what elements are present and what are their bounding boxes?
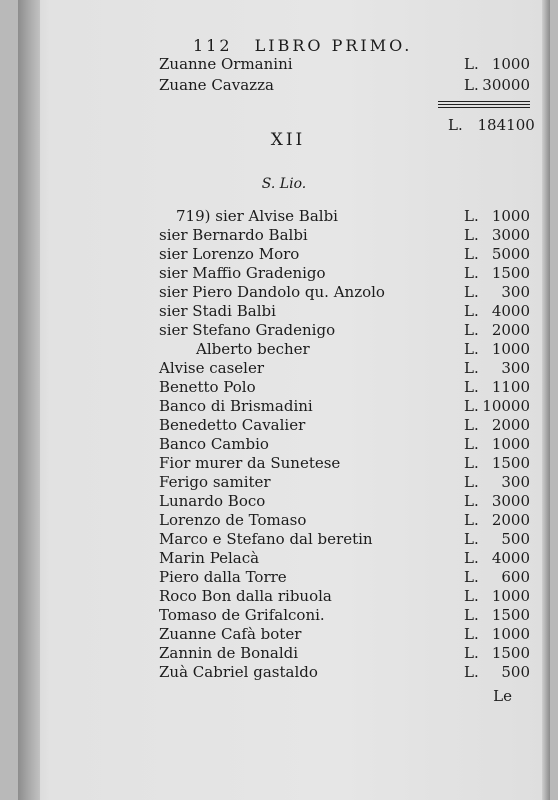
ledger-row <box>18 644 550 663</box>
entry-amount: 600 <box>501 568 530 586</box>
ledger-row <box>18 606 550 625</box>
section-subtitle: S. Lio. <box>261 176 307 192</box>
entry-amount: 1000 <box>491 207 530 225</box>
ledger-row <box>18 473 550 492</box>
ledger-row <box>18 245 550 264</box>
ledger-row <box>18 226 550 245</box>
ledger-row <box>18 321 550 340</box>
entry-amount: 1000 <box>491 625 530 643</box>
ledger-row <box>18 264 550 283</box>
currency-mark: L. <box>464 283 479 301</box>
currency-mark: L. <box>464 473 479 491</box>
entry-amount: 10000 <box>482 397 530 415</box>
entry-name: Zuane Cavazza <box>159 76 274 94</box>
ledger-row <box>18 663 550 682</box>
entry-amount: 4000 <box>491 549 530 567</box>
currency-mark: L. <box>464 416 479 434</box>
running-title: LIBRO PRIMO. <box>254 36 413 55</box>
entry-name: Marco e Stefano dal beretin <box>159 530 373 548</box>
currency-mark: L. <box>464 435 479 453</box>
entry-name: sier Maffio Gradenigo <box>159 264 326 282</box>
ledger-row <box>18 416 550 435</box>
currency-mark: L. <box>464 511 479 529</box>
ledger-row <box>18 435 550 454</box>
entry-name: sier Stadi Balbi <box>159 302 276 320</box>
entry-amount: 300 <box>501 473 530 491</box>
currency-mark: L. <box>464 454 479 472</box>
entry-amount: 3000 <box>491 226 530 244</box>
entry-amount: 1000 <box>491 340 530 358</box>
ledger-row <box>18 568 550 587</box>
entry-amount: 300 <box>501 359 530 377</box>
currency-mark: L. <box>464 226 479 244</box>
entry-amount: 1500 <box>491 454 530 472</box>
entry-name: Fior murer da Sunetese <box>159 454 341 472</box>
currency-mark: L. <box>464 321 479 339</box>
entry-name: sier Lorenzo Moro <box>159 245 300 263</box>
ledger-row <box>18 511 550 530</box>
currency-mark: L. <box>464 302 479 320</box>
entry-amount: 1500 <box>491 644 530 662</box>
total-rule <box>438 107 530 108</box>
entry-amount: 500 <box>501 530 530 548</box>
book-page <box>18 0 550 800</box>
ledger-row <box>18 207 550 226</box>
currency-mark: L. <box>448 116 463 134</box>
entry-name: Alberto becher <box>196 340 310 358</box>
entry-amount: 30000 <box>482 76 530 94</box>
ledger-row <box>18 378 550 397</box>
ledger-row <box>18 76 550 95</box>
entry-amount: 5000 <box>491 245 530 263</box>
entry-amount: 1000 <box>491 435 530 453</box>
entry-amount: 1100 <box>491 378 530 396</box>
entry-amount: 1500 <box>491 264 530 282</box>
entry-amount: 1500 <box>491 606 530 624</box>
page-header <box>193 36 493 55</box>
entry-name: Tomaso de Grifalconi. <box>159 606 325 624</box>
ledger-row <box>18 340 550 359</box>
ledger-row <box>18 397 550 416</box>
ledger-row <box>18 530 550 549</box>
entry-name: Zuanne Ormanini <box>159 55 293 73</box>
entry-name: Alvise caseler <box>159 359 265 377</box>
entry-name: Ferigo samiter <box>159 473 271 491</box>
catchword: Le <box>493 687 512 705</box>
entry-name: Banco di Brismadini <box>159 397 313 415</box>
currency-mark: L. <box>464 606 479 624</box>
ledger-row <box>18 549 550 568</box>
entry-amount: 3000 <box>491 492 530 510</box>
currency-mark: L. <box>464 492 479 510</box>
ledger-row <box>18 55 550 74</box>
total-rule <box>438 101 530 102</box>
currency-mark: L. <box>464 587 479 605</box>
ledger-row <box>18 302 550 321</box>
entry-name: Benetto Polo <box>159 378 256 396</box>
entry-amount: 2000 <box>491 416 530 434</box>
currency-mark: L. <box>464 264 479 282</box>
currency-mark: L. <box>464 340 479 358</box>
entry-amount: 500 <box>501 663 530 681</box>
currency-mark: L. <box>464 378 479 396</box>
entry-name: sier Piero Dandolo qu. Anzolo <box>159 283 385 301</box>
entry-name: Zannin de Bonaldi <box>159 644 299 662</box>
currency-mark: L. <box>464 207 479 225</box>
ledger-row <box>18 625 550 644</box>
entry-name: Lunardo Boco <box>159 492 266 510</box>
ledger-row <box>18 587 550 606</box>
currency-mark: L. <box>464 663 479 681</box>
page-number: 112 <box>193 36 233 55</box>
currency-mark: L. <box>464 530 479 548</box>
section-number: XII <box>270 130 306 150</box>
entry-name: Piero dalla Torre <box>159 568 287 586</box>
entry-name: Lorenzo de Tomaso <box>159 511 307 529</box>
entry-amount: 4000 <box>491 302 530 320</box>
entry-name: sier Stefano Gradenigo <box>159 321 336 339</box>
section-heading <box>18 130 550 150</box>
entry-name: 719) sier Alvise Balbi <box>176 207 338 225</box>
ledger-row <box>18 359 550 378</box>
ledger-row <box>18 454 550 473</box>
currency-mark: L. <box>464 359 479 377</box>
currency-mark: L. <box>464 549 479 567</box>
currency-mark: L. <box>464 625 479 643</box>
total-amount: 184100 <box>477 116 535 134</box>
currency-mark: L. <box>464 76 479 94</box>
currency-mark: L. <box>464 55 479 73</box>
entry-amount: 2000 <box>491 511 530 529</box>
total-rule <box>438 104 530 105</box>
ledger-row <box>18 283 550 302</box>
ledger-row <box>18 492 550 511</box>
entry-name: Benedetto Cavalier <box>159 416 306 434</box>
currency-mark: L. <box>464 568 479 586</box>
currency-mark: L. <box>464 397 479 415</box>
currency-mark: L. <box>464 644 479 662</box>
entry-amount: 1000 <box>491 587 530 605</box>
currency-mark: L. <box>464 245 479 263</box>
entry-amount: 1000 <box>491 55 530 73</box>
entry-name: Banco Cambio <box>159 435 269 453</box>
entry-name: Roco Bon dalla ribuola <box>159 587 332 605</box>
entry-amount: 300 <box>501 283 530 301</box>
entry-name: Marin Pelacà <box>159 549 260 567</box>
entry-name: Zuà Cabriel gastaldo <box>159 663 318 681</box>
entry-name: Zuanne Cafà boter <box>159 625 302 643</box>
entry-name: sier Bernardo Balbi <box>159 226 308 244</box>
entry-amount: 2000 <box>491 321 530 339</box>
